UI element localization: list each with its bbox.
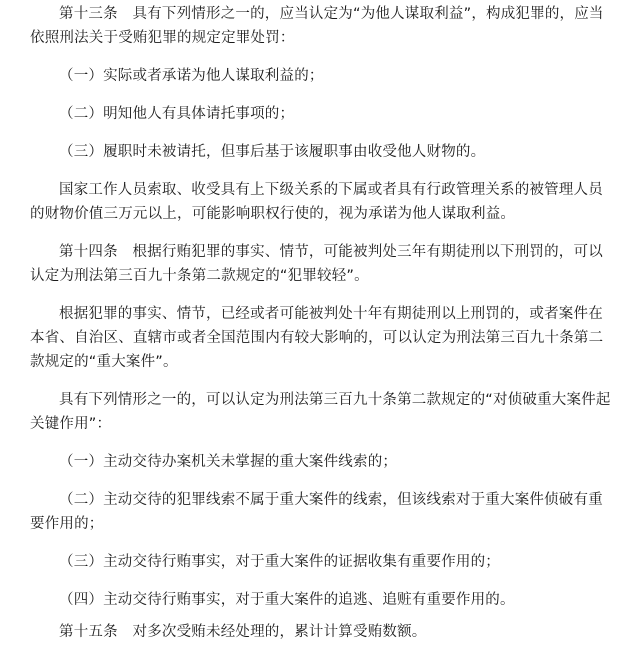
- article-14-paragraph-3: 具有下列情形之一的，可以认定为刑法第三百九十条第二款规定的“对侦破重大案件起关键作用”：: [30, 392, 611, 432]
- article-13-item-1: （一）实际或者承诺为他人谋取利益的；: [59, 68, 324, 84]
- article-14-item-3: （三）主动交待行贿事实，对于重大案件的证据收集有重要作用的；: [59, 554, 500, 570]
- article-13-item-2: （二）明知他人有具体请托事项的；: [59, 106, 295, 122]
- article-14-paragraph-2: 根据犯罪的事实、情节，已经或者可能被判处十年有期徒刑以上刑罚的，或者案件在本省、自治区、直辖市或者全国范围内有较大影响的，可以认定为刑法第三百九十条第二款规定的“重大案件”。: [30, 306, 604, 370]
- article-13-item-3: （三）履职时未被请托，但事后基于该履职事由收受他人财物的。: [59, 144, 486, 160]
- article-14-item-1: （一）主动交待办案机关未掌握的重大案件线索的；: [59, 454, 398, 470]
- article-14-item-4: （四）主动交待行贿事实，对于重大案件的追逃、追赃有重要作用的。: [59, 592, 515, 608]
- article-15: 第十五条 对多次受贿未经处理的，累计计算受贿数额。: [59, 624, 427, 640]
- article-14-item-2: （二）主动交待的犯罪线索不属于重大案件的线索，但该线索对于重大案件侦破有重要作用的；: [30, 492, 603, 532]
- article-13-paragraph-2: 国家工作人员索取、收受具有上下级关系的下属或者具有行政管理关系的被管理人员的财物价值三万元以上，可能影响职权行使的，视为承诺为他人谋取利益。: [30, 182, 603, 222]
- article-13-intro: 第十三条 具有下列情形之一的，应当认定为“为他人谋取利益”，构成犯罪的，应当依照刑法关于受贿犯罪的规定定罪处罚：: [30, 6, 604, 46]
- article-14-paragraph-1: 第十四条 根据行贿犯罪的事实、情节，可能被判处三年有期徒刑以下刑罚的，可以认定为刑法第三百九十条第二款规定的“犯罪较轻”。: [30, 244, 603, 284]
